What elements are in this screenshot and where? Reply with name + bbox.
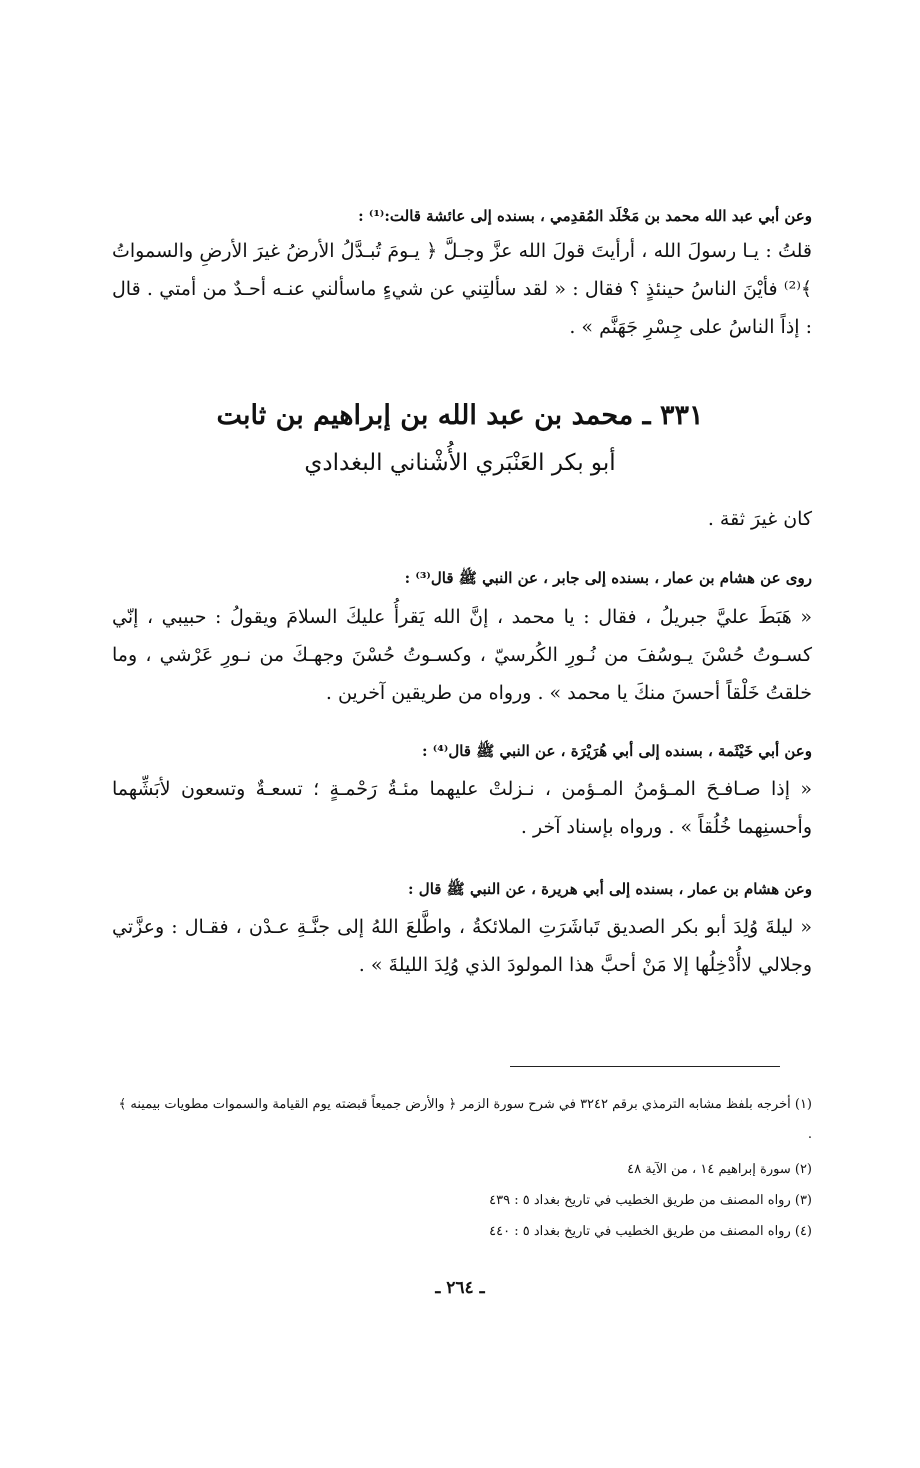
entry-subtitle: أبو بكر العَنْبَري الأُشْناني البغدادي	[304, 450, 616, 476]
footnote-1: (١) أخرجه بلفظ مشابه الترمذي برقم ٣٢٤٢ في شرح سورة الزمر ﴿ والأرض جميعاً قبضته يوم القيامة والسموات مطويات بيمينه ﴾ .	[118, 1097, 812, 1142]
page-number: ـ ٢٦٤ ـ	[435, 1278, 485, 1298]
hadith-1-text: « هَبَطَ عليَّ جبريلُ ، فقال : يا محمد ، إنَّ الله يَقرأُ عليكَ السلامَ ويقولُ : حبيبي ، إنّي كسـوتُ حُسْنَ يـوسُفَ من نُـورِ الكُرسيّ ، وكسـوتُ حُسْنَ وجهـكَ من نـورِ عَرْشي ، وما خلقتُ خَلْقاً أحسنَ منكَ يا محمد » . ورواه من طريقين آخرين .	[112, 606, 812, 704]
previous-hadith-text: قلتُ : يـا رسولَ الله ، أرأيتَ قولَ الله عزَّ وجـلَّ ﴿ يـومَ تُبـدَّلُ الأرضُ غيرَ الأرضِ والسمواتُ ﴾⁽²⁾ فأيْنَ الناسُ حينئذٍ ؟ فقال : « لقد سألتِني عن شيءٍ ماسألني عنـه أحـدٌ من أمتي . قال : إذاً الناسُ على جِسْرِ جَهَنَّم » .	[112, 240, 812, 338]
hadith-2-text: « إذا صـافـحَ المـؤمنُ المـؤمن ، نـزلتْ عليهما مئـةُ رَحْمـةٍ ؛ تسعـةٌ وتسعون لأبَشِّهما وأحسنِهما خُلُقاً » . ورواه بإسناد آخر .	[112, 778, 812, 838]
hadith-3-text: « ليلةَ وُلِدَ أبو بكر الصديق تَباشَرَتِ الملائكةُ ، واطَّلعَ اللهُ إلى جنَّـةِ عـدْن ، فقـال : وعزَّتي وجلالي لاأُدْخِلُها إلا مَنْ أحبَّ هذا المولودَ الذي وُلِدَ الليلةَ » .	[112, 916, 812, 976]
footnote-2: (٢) سورة إبراهيم ١٤ ، من الآية ٤٨	[627, 1162, 812, 1177]
hadith-3-chain: وعن هشام بن عمار ، بسنده إلى أبي هريرة ، عن النبي ﷺ قال :	[408, 880, 812, 898]
footnote-separator	[510, 1066, 780, 1067]
entry-title: ٣٣١ ـ محمد بن عبد الله بن إبراهيم بن ثابت	[216, 400, 704, 431]
footnote-4: (٤) رواه المصنف من طريق الخطيب في تاريخ بغداد ٥ : ٤٤٠	[489, 1224, 812, 1239]
previous-hadith-chain: وعن أبي عبد الله محمد بن مَخْلَد المُقدِمي ، بسنده إلى عائشة قالت:⁽¹⁾ :	[358, 207, 812, 225]
narrator-status: كان غيرَ ثقة .	[707, 508, 812, 530]
footnote-3: (٣) رواه المصنف من طريق الخطيب في تاريخ بغداد ٥ : ٤٣٩	[489, 1193, 812, 1208]
hadith-2-chain: وعن أبي خَيْثَمة ، بسنده إلى أبي هُرَيْرَة ، عن النبي ﷺ قال⁽⁴⁾ :	[422, 742, 812, 760]
hadith-1-chain: روى عن هشام بن عمار ، بسنده إلى جابر ، عن النبي ﷺ قال⁽³⁾ :	[404, 569, 812, 587]
